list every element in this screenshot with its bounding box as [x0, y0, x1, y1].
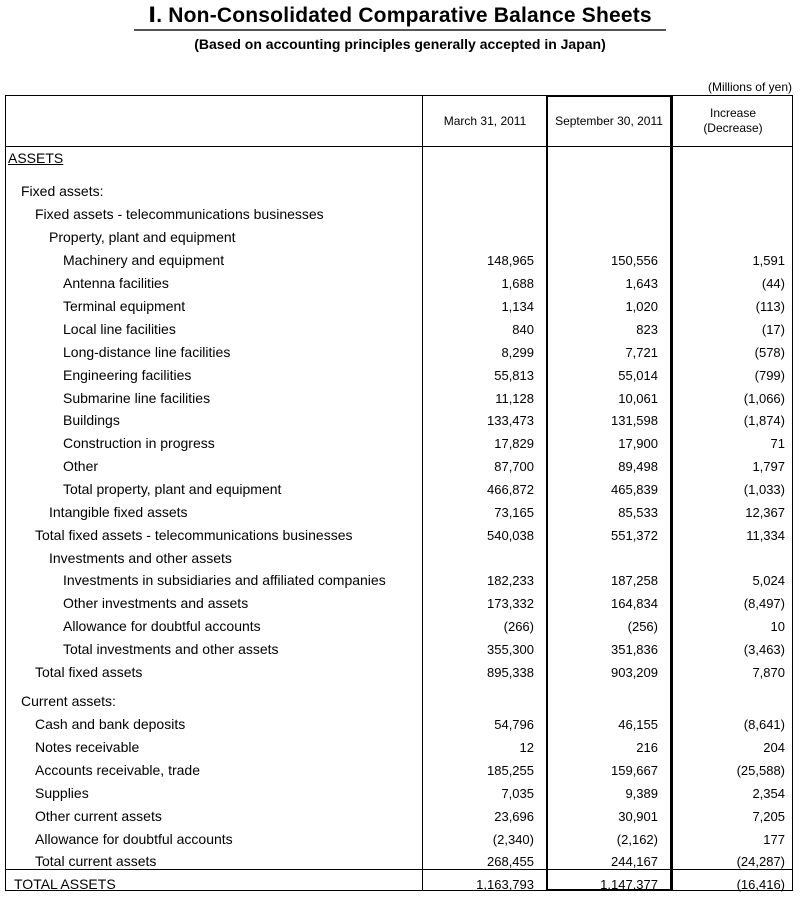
value-september-2011: 903,209	[611, 665, 658, 680]
value-increase-decrease: (1,874)	[743, 413, 785, 428]
row-label: Notes receivable	[35, 739, 140, 755]
value-increase-decrease: (17)	[761, 322, 785, 337]
row-label: Allowance for doubtful accounts	[63, 618, 261, 634]
row-label: TOTAL ASSETS	[14, 876, 116, 892]
value-increase-decrease: (1,033)	[743, 482, 785, 497]
table-row	[6, 226, 794, 249]
value-september-2011: 46,155	[618, 717, 658, 732]
table-row	[6, 805, 794, 828]
table-row	[6, 782, 794, 805]
table-row	[6, 569, 794, 592]
value-march-2011: 1,688	[501, 276, 534, 291]
row-label: Investments and other assets	[49, 550, 232, 566]
value-increase-decrease: 71	[770, 436, 785, 451]
value-march-2011: 11,128	[495, 391, 534, 406]
value-increase-decrease: (8,641)	[743, 717, 785, 732]
row-label: Buildings	[63, 412, 120, 428]
value-increase-decrease: (8,497)	[743, 596, 785, 611]
row-label: Cash and bank deposits	[35, 716, 186, 732]
value-september-2011: 187,258	[611, 573, 658, 588]
value-september-2011: 1,643	[625, 276, 658, 291]
row-label: Engineering facilities	[63, 367, 192, 383]
value-september-2011: 351,836	[611, 642, 658, 657]
table-row	[6, 690, 794, 713]
table-row	[6, 713, 794, 736]
value-september-2011: 30,901	[618, 809, 658, 824]
value-march-2011: 268,455	[487, 854, 534, 869]
value-increase-decrease: 1,591	[752, 253, 785, 268]
value-increase-decrease: 12,367	[745, 505, 785, 520]
row-label: Other investments and assets	[63, 595, 249, 611]
value-march-2011: 7,035	[501, 786, 534, 801]
value-september-2011: 55,014	[618, 368, 658, 383]
value-september-2011: (256)	[627, 619, 658, 634]
value-increase-decrease: 5,024	[752, 573, 785, 588]
value-increase-decrease: 10	[770, 619, 785, 634]
value-increase-decrease: 11,334	[746, 528, 785, 543]
row-label: Construction in progress	[63, 435, 215, 451]
value-march-2011: 54,796	[494, 717, 534, 732]
value-increase-decrease: 7,870	[752, 665, 785, 680]
table-row	[6, 432, 794, 455]
value-september-2011: 1,147,377	[600, 877, 658, 892]
value-september-2011: 551,372	[611, 528, 658, 543]
table-row	[6, 638, 794, 661]
table-row	[6, 318, 794, 341]
value-march-2011: 466,872	[487, 482, 534, 497]
value-march-2011: 73,165	[494, 505, 534, 520]
value-september-2011: 85,533	[618, 505, 658, 520]
value-increase-decrease: (24,287)	[736, 854, 785, 869]
row-label: Terminal equipment	[63, 298, 186, 314]
value-march-2011: 840	[512, 322, 534, 337]
title-wrap	[0, 4, 800, 31]
page-title: Ⅰ. Non-Consolidated Comparative Balance Sheets	[134, 4, 666, 31]
table-row	[6, 455, 794, 478]
table-row	[6, 364, 794, 387]
header-increase-label: Increase	[709, 106, 757, 120]
header-increase-decrease	[672, 96, 794, 146]
value-march-2011: 540,038	[487, 528, 534, 543]
table-row	[6, 828, 794, 851]
value-september-2011: 89,498	[618, 459, 658, 474]
value-september-2011: 823	[636, 322, 658, 337]
table-row	[6, 873, 794, 896]
header-september-2011-label: September 30, 2011	[555, 113, 663, 128]
row-label: Fixed assets:	[21, 183, 104, 199]
table-row	[6, 501, 794, 524]
header-march-2011	[422, 96, 548, 146]
value-march-2011: 185,255	[487, 763, 534, 778]
table-row	[6, 736, 794, 759]
table-row	[6, 615, 794, 638]
table-row	[6, 295, 794, 318]
row-label: Long-distance line facilities	[63, 344, 231, 360]
row-label: Other current assets	[35, 808, 162, 824]
value-september-2011: 9,389	[625, 786, 658, 801]
value-march-2011: 1,163,793	[476, 877, 534, 892]
value-increase-decrease: (3,463)	[743, 642, 785, 657]
row-label: Total property, plant and equipment	[63, 481, 282, 497]
row-label: Antenna facilities	[63, 275, 169, 291]
row-label: Property, plant and equipment	[49, 229, 236, 245]
header-march-2011-label: March 31, 2011	[443, 113, 527, 128]
value-increase-decrease: 7,205	[752, 809, 785, 824]
table-row	[6, 850, 794, 873]
row-label: Other	[63, 458, 99, 474]
row-label: Local line facilities	[63, 321, 176, 337]
value-march-2011: 87,700	[494, 459, 534, 474]
row-label: Fixed assets - telecommunications businesses	[35, 206, 324, 222]
value-march-2011: 133,473	[487, 413, 534, 428]
value-march-2011: 17,829	[494, 436, 534, 451]
row-label: Accounts receivable, trade	[35, 762, 200, 778]
units-note: (Millions of yen)	[707, 80, 792, 94]
table-row	[6, 180, 794, 203]
value-march-2011: 182,233	[487, 573, 534, 588]
table-row	[6, 409, 794, 432]
page-subtitle: (Based on accounting principles generally accepted in Japan)	[194, 36, 606, 52]
value-september-2011: 465,839	[611, 482, 658, 497]
header-decrease-label: (Decrease)	[703, 121, 763, 135]
header-divider	[6, 146, 792, 147]
value-september-2011: 1,020	[625, 299, 658, 314]
row-label: Supplies	[35, 785, 89, 801]
value-march-2011: 173,332	[487, 596, 534, 611]
value-march-2011: 895,338	[487, 665, 534, 680]
row-label: Current assets:	[21, 693, 116, 709]
value-march-2011: 12	[519, 740, 534, 755]
value-september-2011: 10,061	[618, 391, 658, 406]
row-label: Total investments and other assets	[63, 641, 279, 657]
row-label: Intangible fixed assets	[49, 504, 188, 520]
value-increase-decrease: (113)	[755, 299, 785, 314]
value-increase-decrease: (16,416)	[736, 877, 785, 892]
value-increase-decrease: 177	[763, 832, 785, 847]
value-september-2011: 216	[636, 740, 658, 755]
value-september-2011: 159,667	[611, 763, 658, 778]
table-row	[6, 341, 794, 364]
value-march-2011: (266)	[503, 619, 534, 634]
row-label: Total fixed assets - telecommunications businesses	[35, 527, 353, 543]
table-row	[6, 661, 794, 684]
value-increase-decrease: 1,797	[752, 459, 785, 474]
value-increase-decrease: (44)	[761, 276, 785, 291]
value-september-2011: 164,834	[611, 596, 658, 611]
table-row	[6, 203, 794, 226]
table-row	[6, 547, 794, 570]
value-september-2011: 150,556	[611, 253, 658, 268]
value-march-2011: 148,965	[487, 253, 534, 268]
value-march-2011: 55,813	[494, 368, 534, 383]
table-row	[6, 272, 794, 295]
table-row	[6, 387, 794, 410]
value-march-2011: 23,696	[494, 809, 534, 824]
row-label: Submarine line facilities	[63, 390, 211, 406]
row-label: Total fixed assets	[35, 664, 143, 680]
value-september-2011: 17,900	[618, 436, 658, 451]
table-row	[6, 592, 794, 615]
value-september-2011: 7,721	[625, 345, 658, 360]
balance-sheet-table	[5, 95, 793, 891]
value-increase-decrease: (25,588)	[736, 763, 785, 778]
value-increase-decrease: (1,066)	[743, 391, 785, 406]
value-march-2011: 8,299	[501, 345, 534, 360]
value-september-2011: 131,598	[611, 413, 658, 428]
section-assets: ASSETS	[8, 150, 64, 166]
value-increase-decrease: 204	[763, 740, 785, 755]
table-row	[6, 249, 794, 272]
value-march-2011: (2,340)	[492, 832, 534, 847]
table-row	[6, 524, 794, 547]
table-row	[6, 759, 794, 782]
value-increase-decrease: (799)	[754, 368, 785, 383]
table-row	[6, 478, 794, 501]
value-increase-decrease: 2,354	[752, 786, 785, 801]
value-increase-decrease: (578)	[754, 345, 785, 360]
value-september-2011: (2,162)	[616, 832, 658, 847]
row-label: Allowance for doubtful accounts	[35, 831, 233, 847]
value-march-2011: 1,134	[501, 299, 534, 314]
row-label: Investments in subsidiaries and affiliated companies	[63, 572, 386, 588]
row-label: Total current assets	[35, 853, 157, 869]
row-label: Machinery and equipment	[63, 252, 225, 268]
value-march-2011: 355,300	[487, 642, 534, 657]
header-september-2011	[546, 96, 672, 146]
value-september-2011: 244,167	[611, 854, 658, 869]
